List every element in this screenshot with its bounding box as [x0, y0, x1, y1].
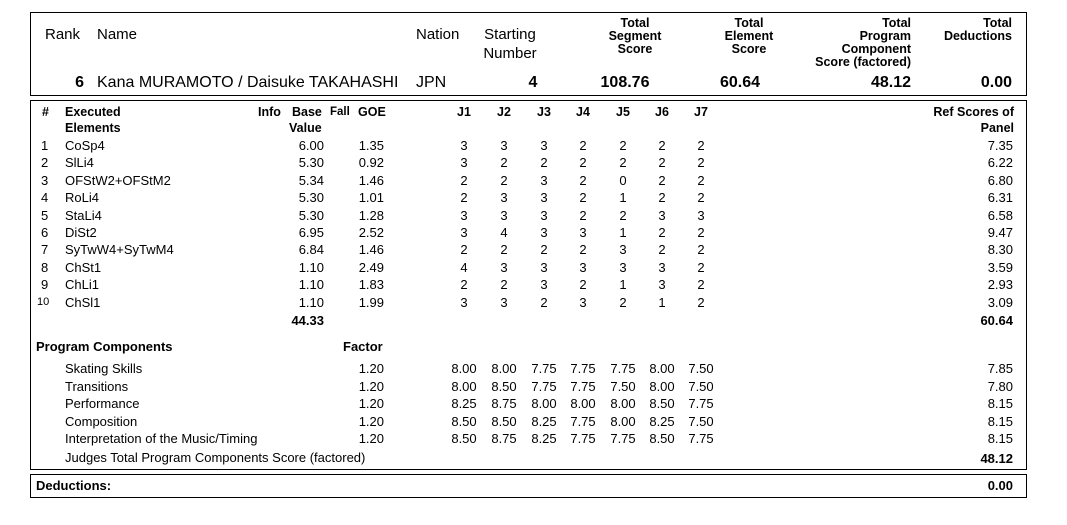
component-name: Transitions [65, 379, 129, 394]
deductions-score-label: Total Deductions [943, 16, 1012, 43]
base-value-total: 44.33 [291, 313, 324, 328]
element-judge-score: 3 [619, 242, 627, 257]
element-goe: 1.28 [358, 208, 384, 223]
element-judge-score: 3 [500, 190, 508, 205]
component-panel-score: 8.15 [987, 431, 1013, 446]
element-panel-score: 7.35 [987, 138, 1013, 153]
element-num: 9 [41, 277, 49, 292]
element-name: SyTwW4+SyTwM4 [65, 242, 174, 257]
element-name: CoSp4 [65, 138, 105, 153]
element-judge-score: 1 [619, 225, 627, 240]
element-judge-score: 3 [460, 295, 468, 310]
element-goe: 1.35 [358, 138, 384, 153]
element-judge-score: 2 [697, 242, 705, 257]
judge-header: J7 [694, 105, 708, 119]
element-judge-score: 2 [658, 138, 666, 153]
element-judge-score: 2 [658, 155, 666, 170]
ref-header-2: Panel [980, 121, 1014, 135]
element-goe: 2.52 [358, 225, 384, 240]
component-judge-score: 7.50 [610, 379, 636, 394]
element-judge-score: 3 [500, 295, 508, 310]
element-goe: 1.46 [358, 242, 384, 257]
element-judge-score: 2 [579, 242, 587, 257]
element-panel-score: 2.93 [987, 277, 1013, 292]
element-judge-score: 3 [460, 208, 468, 223]
base-header-1: Base [292, 105, 322, 119]
element-judge-score: 1 [658, 295, 666, 310]
element-goe: 1.46 [358, 173, 384, 188]
element-goe: 1.01 [358, 190, 384, 205]
element-judge-score: 2 [697, 155, 705, 170]
element-judge-score: 2 [460, 242, 468, 257]
element-judge-score: 2 [697, 190, 705, 205]
component-judge-score: 8.50 [649, 396, 675, 411]
skater-starting-number: 4 [528, 74, 538, 91]
executed-header-1: Executed [65, 105, 121, 119]
element-panel-score: 8.30 [987, 242, 1013, 257]
judge-header: J6 [655, 105, 669, 119]
component-judge-score: 7.75 [531, 379, 557, 394]
element-base-value: 6.84 [298, 242, 324, 257]
component-judge-score: 7.75 [531, 361, 557, 376]
element-judge-score: 2 [619, 138, 627, 153]
element-goe: 2.49 [358, 260, 384, 275]
element-judge-score: 3 [540, 225, 548, 240]
element-judge-score: 2 [579, 155, 587, 170]
element-num: 6 [41, 225, 49, 240]
skater-nation: JPN [416, 74, 447, 91]
element-judge-score: 2 [579, 208, 587, 223]
component-judge-score: 8.50 [649, 431, 675, 446]
element-judge-score: 3 [500, 138, 508, 153]
component-panel-score: 8.15 [987, 396, 1013, 411]
element-judge-score: 3 [540, 277, 548, 292]
element-base-value: 6.00 [298, 138, 324, 153]
judge-header: J3 [537, 105, 551, 119]
skater-name: Kana MURAMOTO / Daisuke TAKAHASHI [97, 74, 399, 91]
element-base-value: 1.10 [298, 277, 324, 292]
element-panel-score: 3.59 [987, 260, 1013, 275]
component-judge-score: 8.25 [649, 414, 675, 429]
element-base-value: 6.95 [298, 225, 324, 240]
element-panel-score: 6.80 [987, 173, 1013, 188]
skater-pcs-score: 48.12 [870, 74, 911, 91]
component-judge-score: 7.75 [610, 361, 636, 376]
judge-header: J4 [576, 105, 590, 119]
element-judge-score: 2 [500, 242, 508, 257]
element-judge-score: 2 [460, 173, 468, 188]
ref-header-1: Ref Scores of [933, 105, 1014, 119]
element-name: ChSl1 [65, 295, 101, 310]
starting-number-label-line2: Number [483, 45, 537, 62]
element-judge-score: 2 [619, 155, 627, 170]
element-num: 7 [41, 242, 49, 257]
judge-header: J1 [457, 105, 471, 119]
element-base-value: 5.30 [298, 155, 324, 170]
component-judge-score: 8.00 [451, 379, 477, 394]
element-panel-score: 9.47 [987, 225, 1013, 240]
element-judge-score: 3 [460, 155, 468, 170]
executed-header-2: Elements [65, 121, 121, 135]
pc-total-value: 48.12 [980, 451, 1013, 466]
element-name: ChLi1 [65, 277, 99, 292]
component-judge-score: 8.00 [610, 396, 636, 411]
component-factor: 1.20 [358, 361, 384, 376]
factor-header: Factor [343, 339, 383, 354]
component-judge-score: 8.00 [649, 361, 675, 376]
element-judge-score: 2 [697, 138, 705, 153]
component-factor: 1.20 [358, 396, 384, 411]
element-judge-score: 2 [500, 173, 508, 188]
element-judge-score: 2 [658, 173, 666, 188]
element-judge-score: 2 [658, 190, 666, 205]
element-name: SlLi4 [65, 155, 94, 170]
judge-header: J2 [497, 105, 511, 119]
component-name: Interpretation of the Music/Timing [65, 431, 258, 446]
element-name: ChSt1 [65, 260, 102, 275]
base-header-2: Value [289, 121, 322, 135]
num-col-header: # [42, 105, 49, 119]
component-panel-score: 7.80 [987, 379, 1013, 394]
component-name: Performance [65, 396, 140, 411]
element-panel-score: 3.09 [987, 295, 1013, 310]
component-judge-score: 8.00 [491, 361, 517, 376]
element-judge-score: 0 [619, 173, 627, 188]
element-num: 10 [37, 296, 50, 308]
program-components-title: Program Components [36, 339, 173, 354]
element-judge-score: 3 [540, 138, 548, 153]
component-judge-score: 8.50 [491, 379, 517, 394]
skater-rank: 6 [75, 74, 84, 91]
element-judge-score: 2 [460, 190, 468, 205]
component-judge-score: 8.00 [451, 361, 477, 376]
component-panel-score: 7.85 [987, 361, 1013, 376]
element-num: 4 [41, 190, 49, 205]
element-num: 8 [41, 260, 49, 275]
element-name: RoLi4 [65, 190, 99, 205]
element-name: DiSt2 [65, 225, 97, 240]
element-judge-score: 3 [658, 208, 666, 223]
element-judge-score: 2 [697, 173, 705, 188]
component-judge-score: 8.75 [491, 396, 517, 411]
element-judge-score: 3 [540, 173, 548, 188]
element-judge-score: 3 [658, 277, 666, 292]
component-judge-score: 7.75 [688, 431, 714, 446]
deductions-box [30, 474, 1027, 498]
element-judge-score: 3 [460, 138, 468, 153]
element-judge-score: 2 [579, 190, 587, 205]
element-score-total: 60.64 [980, 313, 1013, 328]
component-judge-score: 7.75 [570, 414, 596, 429]
element-judge-score: 2 [540, 295, 548, 310]
starting-number-label-line1: Starting [484, 26, 536, 43]
component-judge-score: 7.75 [688, 396, 714, 411]
element-base-value: 1.10 [298, 260, 324, 275]
fall-header: Fall [330, 106, 350, 118]
element-judge-score: 3 [658, 260, 666, 275]
component-factor: 1.20 [358, 431, 384, 446]
element-judge-score: 3 [460, 225, 468, 240]
component-judge-score: 7.75 [570, 431, 596, 446]
element-judge-score: 2 [697, 277, 705, 292]
element-judge-score: 2 [579, 138, 587, 153]
component-judge-score: 7.50 [688, 379, 714, 394]
element-panel-score: 6.58 [987, 208, 1013, 223]
component-judge-score: 7.50 [688, 414, 714, 429]
element-num: 5 [41, 208, 49, 223]
element-base-value: 1.10 [298, 295, 324, 310]
element-goe: 1.83 [358, 277, 384, 292]
element-judge-score: 2 [500, 155, 508, 170]
component-judge-score: 8.50 [451, 431, 477, 446]
element-judge-score: 3 [540, 208, 548, 223]
component-judge-score: 8.00 [649, 379, 675, 394]
name-label: Name [97, 26, 138, 43]
element-judge-score: 2 [619, 295, 627, 310]
element-base-value: 5.34 [298, 173, 324, 188]
element-judge-score: 3 [579, 260, 587, 275]
element-judge-score: 2 [697, 225, 705, 240]
component-judge-score: 8.00 [531, 396, 557, 411]
element-judge-score: 3 [579, 225, 587, 240]
component-judge-score: 8.50 [451, 414, 477, 429]
element-judge-score: 2 [697, 260, 705, 275]
element-base-value: 5.30 [298, 208, 324, 223]
element-base-value: 5.30 [298, 190, 324, 205]
element-judge-score: 2 [658, 242, 666, 257]
segment-score-label: Total Segment Score [608, 16, 662, 56]
element-name: StaLi4 [65, 208, 102, 223]
rank-label: Rank [45, 26, 81, 43]
component-judge-score: 8.50 [491, 414, 517, 429]
element-num: 3 [41, 173, 49, 188]
deductions-value: 0.00 [987, 478, 1013, 493]
component-factor: 1.20 [358, 414, 384, 429]
element-judge-score: 3 [579, 295, 587, 310]
element-judge-score: 3 [500, 208, 508, 223]
element-judge-score: 2 [619, 208, 627, 223]
skater-element-score: 60.64 [719, 74, 761, 91]
element-judge-score: 3 [540, 190, 548, 205]
element-judge-score: 4 [460, 260, 468, 275]
component-judge-score: 8.25 [531, 431, 557, 446]
element-num: 2 [41, 155, 49, 170]
goe-header: GOE [358, 105, 386, 119]
element-judge-score: 2 [579, 277, 587, 292]
element-judge-score: 3 [619, 260, 627, 275]
component-judge-score: 8.00 [570, 396, 596, 411]
element-num: 1 [41, 138, 49, 153]
component-factor: 1.20 [358, 379, 384, 394]
pcs-score-label: Total Program Component Score (factored) [815, 16, 911, 69]
component-judge-score: 8.00 [610, 414, 636, 429]
element-name: OFStW2+OFStM2 [65, 173, 171, 188]
element-goe: 1.99 [358, 295, 384, 310]
component-judge-score: 7.75 [570, 361, 596, 376]
element-judge-score: 1 [619, 190, 627, 205]
skater-segment-score: 108.76 [600, 74, 650, 91]
element-judge-score: 2 [540, 155, 548, 170]
component-judge-score: 8.25 [451, 396, 477, 411]
component-name: Skating Skills [65, 361, 143, 376]
element-judge-score: 4 [500, 225, 508, 240]
element-judge-score: 3 [500, 260, 508, 275]
nation-label: Nation [416, 26, 460, 43]
component-judge-score: 7.75 [570, 379, 596, 394]
element-judge-score: 3 [697, 208, 705, 223]
element-panel-score: 6.22 [987, 155, 1013, 170]
component-judge-score: 8.25 [531, 414, 557, 429]
judge-header: J5 [616, 105, 630, 119]
element-judge-score: 2 [579, 173, 587, 188]
element-judge-score: 1 [619, 277, 627, 292]
component-judge-score: 8.75 [491, 431, 517, 446]
element-judge-score: 2 [697, 295, 705, 310]
info-header: Info [258, 105, 281, 119]
element-judge-score: 2 [658, 225, 666, 240]
element-judge-score: 2 [540, 242, 548, 257]
element-judge-score: 3 [540, 260, 548, 275]
skater-deductions: 0.00 [980, 74, 1012, 91]
component-name: Composition [65, 414, 138, 429]
element-judge-score: 2 [460, 277, 468, 292]
component-judge-score: 7.50 [688, 361, 714, 376]
element-panel-score: 6.31 [987, 190, 1013, 205]
pc-total-label: Judges Total Program Components Score (factored) [65, 450, 366, 465]
component-panel-score: 8.15 [987, 414, 1013, 429]
element-score-label: Total Element Score [724, 16, 774, 56]
component-judge-score: 7.75 [610, 431, 636, 446]
deductions-label: Deductions: [36, 478, 112, 493]
element-goe: 0.92 [358, 155, 384, 170]
element-judge-score: 2 [500, 277, 508, 292]
